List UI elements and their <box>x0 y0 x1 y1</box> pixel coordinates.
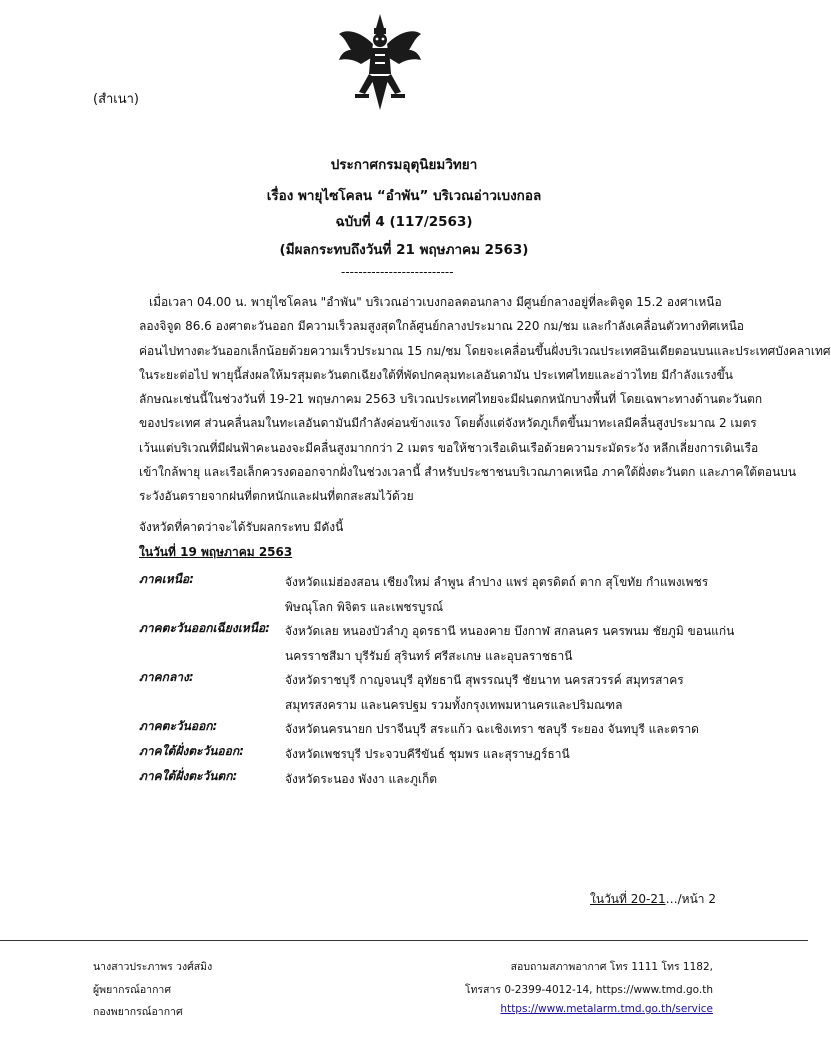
footer-metalarm-link[interactable]: https://www.metalarm.tmd.go.th/service <box>500 1003 713 1015</box>
footer-forecaster-name: นางสาวประภาพร วงศ์สมิง <box>93 961 213 973</box>
region-label: ภาคใต้ฝั่งตะวันออก: <box>139 744 244 758</box>
region-label: ภาคใต้ฝั่งตะวันตก: <box>139 769 238 783</box>
body-line: ค่อนไปทางตะวันออกเล็กน้อยด้วยความเร็วประมาณ 15 กม/ชม โดยจะเคลื่อนขึ้นฝั่งบริเวณประเทศอินเดียตอนบนและประเทศบังคลาเทศ <box>139 343 831 358</box>
copy-mark: (สำเนา) <box>93 92 140 107</box>
body-line: ในระยะต่อไป พายุนี้ส่งผลให้มรสุมตะวันตกเฉียงใต้ที่พัดปกคลุมทะเลอันดามัน ประเทศไทยและอ่าวไทย มีกำลังแรงขึ้น <box>139 367 733 382</box>
date-heading: ในวันที่ 19 พฤษภาคม 2563 <box>139 545 293 559</box>
region-provinces <box>285 619 735 668</box>
body-paragraph <box>139 290 831 509</box>
announcement-effective-date: (มีผลกระทบถึงวันที่ 21 พฤษภาคม 2563) <box>279 242 529 258</box>
announcement-issue-number: ฉบับที่ 4 (117/2563) <box>335 214 473 230</box>
region-provinces-line: สมุทรสงคราม และนครปฐม รวมทั้งกรุงเทพมหานครและปริมณฑล <box>285 697 623 712</box>
region-provinces-line: จังหวัดราชบุรี กาญจนบุรี อุทัยธานี สุพรรณบุรี ชัยนาท นครสวรรค์ สมุทรสาคร <box>285 673 684 687</box>
region-provinces-line: จังหวัดนครนายก ปราจีนบุรี สระแก้ว ฉะเชิงเทรา ชลบุรี ระยอง จันทบุรี และตราด <box>285 722 699 736</box>
title-separator: -------------------------- <box>341 265 454 279</box>
garuda-emblem-icon <box>337 14 423 112</box>
affected-provinces-intro: จังหวัดที่คาดว่าจะได้รับผลกระทบ มีดังนี้ <box>139 520 344 534</box>
body-line: ลักษณะเช่นนี้ในช่วงวันที่ 19-21 พฤษภาคม 2563 บริเวณประเทศไทยจะมีฝนตกหนักบางพื้นที่ โดยเฉพาะทางด้านตะวันตก <box>139 392 763 407</box>
region-provinces-line: พิษณุโลก พิจิตร และเพชรบูรณ์ <box>285 599 444 614</box>
region-provinces <box>285 570 735 619</box>
region-label: ภาคเหนือ: <box>139 572 194 586</box>
announcement-title: ประกาศกรมอุตุนิยมวิทยา <box>330 157 478 173</box>
continuation-note <box>590 890 716 909</box>
region-provinces <box>285 767 735 792</box>
region-provinces <box>285 742 735 767</box>
body-line: ระวังอันตรายจากฝนที่ตกหนักและฝนที่ตกสะสมไว้ด้วย <box>139 489 414 504</box>
body-line: เมื่อเวลา 04.00 น. พายุไซโคลน "อำพัน" บริเวณอ่าวเบงกอลตอนกลาง มีศูนย์กลางอยู่ที่ละติจูด 15.2 องศาเหนือ <box>149 295 722 309</box>
region-provinces-line: นครราชสีมา บุรีรัมย์ สุรินทร์ ศรีสะเกษ และอุบลราชธานี <box>285 648 573 663</box>
footer-divider <box>0 940 808 941</box>
announcement-subject: เรื่อง พายุไซโคลน “อำพัน” บริเวณอ่าวเบงกอล <box>266 188 542 204</box>
footer-division: กองพยากรณ์อากาศ <box>93 1006 183 1018</box>
region-provinces-line: จังหวัดเพชรบุรี ประจวบคีรีขันธ์ ชุมพร และสุราษฎร์ธานี <box>285 747 570 761</box>
body-line: เข้าใกล้พายุ และเรือเล็กควรงดออกจากฝั่งในช่วงเวลานี้ สำหรับประชาชนบริเวณภาคเหนือ ภาคใต้ฝั่งตะวันตก และภาคใต้ตอนบน <box>139 465 797 480</box>
region-provinces-line: จังหวัดเลย หนองบัวลำภู อุดรธานี หนองคาย บึงกาฬ สกลนคร นครพนม ชัยภูมิ ขอนแก่น <box>285 624 735 638</box>
region-provinces <box>285 668 735 717</box>
footer-fax-website: โทรสาร 0-2399-4012-14, https://www.tmd.go.th <box>464 984 713 996</box>
region-provinces-line: จังหวัดแม่ฮ่องสอน เชียงใหม่ ลำพูน ลำปาง แพร่ อุตรดิตถ์ ตาก สุโขทัย กำแพงเพชร <box>285 575 709 589</box>
body-line: ลองจิจูด 86.6 องศาตะวันออก มีความเร็วลมสูงสุดใกล้ศูนย์กลางประมาณ 220 กม/ชม และกำลังเคลื่อนตัวทางทิศเหนือ <box>139 319 744 334</box>
body-line: เว้นแต่บริเวณที่มีฝนฟ้าคะนองจะมีคลื่นสูงมากกว่า 2 เมตร ขอให้ชาวเรือเดินเรือด้วยความระมัดระวัง หลีกเลี่ยงการเดินเรือ <box>139 440 759 455</box>
region-label: ภาคตะวันออกเฉียงเหนือ: <box>139 621 270 635</box>
footer-forecaster-title: ผู้พยากรณ์อากาศ <box>93 984 171 996</box>
body-line: ของประเทศ ส่วนคลื่นลมในทะเลอันดามันมีกำลังค่อนข้างแรง โดยตั้งแต่จังหวัดภูเก็ตขึ้นมาทะเลมีคลื่นสูงประมาณ 2 เมตร <box>139 416 757 431</box>
region-label: ภาคกลาง: <box>139 670 194 684</box>
continuation-date: ในวันที่ 20-21 <box>590 892 666 906</box>
footer-hotline: สอบถามสภาพอากาศ โทร 1111 โทร 1182, <box>510 961 713 973</box>
region-provinces <box>285 717 735 742</box>
region-label: ภาคตะวันออก: <box>139 719 218 733</box>
continuation-page: …/หน้า 2 <box>665 892 716 906</box>
region-provinces-line: จังหวัดระนอง พังงา และภูเก็ต <box>285 772 438 786</box>
